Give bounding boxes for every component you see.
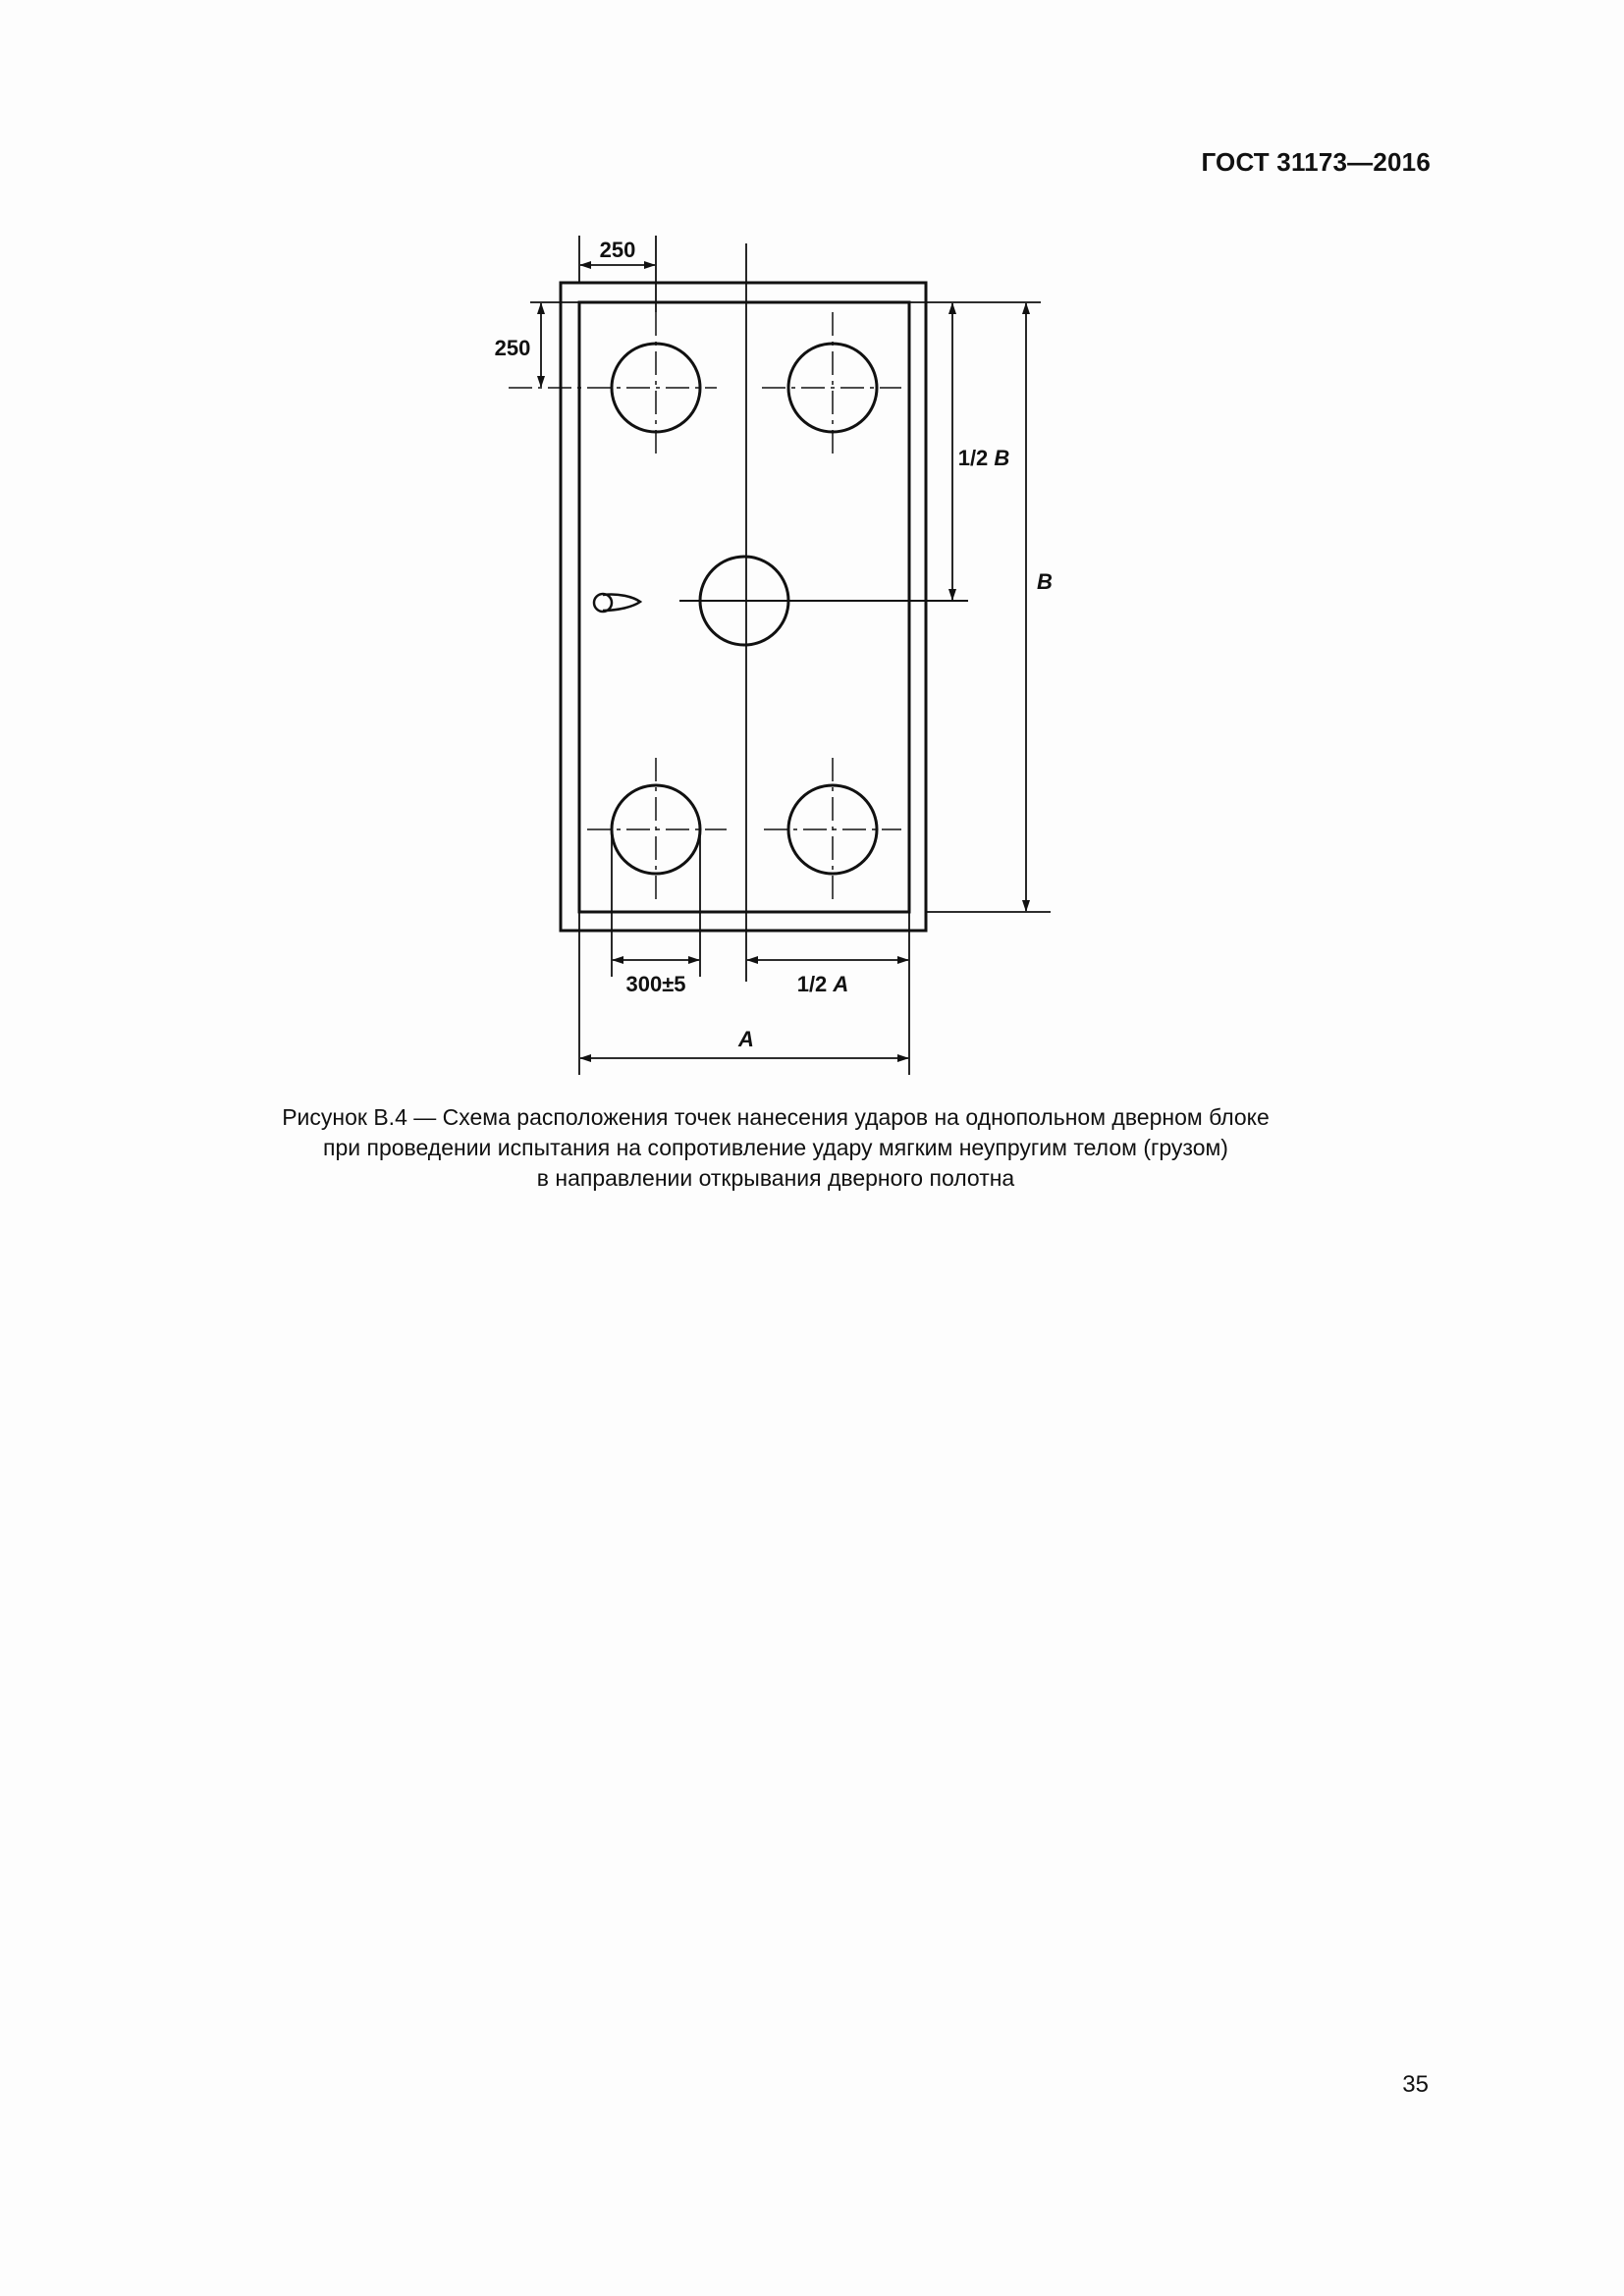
dimension-label-300: 300±5 [625, 972, 686, 996]
dimension-label-a: A [738, 1027, 754, 1051]
dimension-label-250-horizontal: 250 [599, 238, 636, 262]
impact-point-center [700, 557, 788, 645]
impact-point-top-left [509, 312, 717, 459]
figure-caption [196, 1102, 1355, 1194]
page-number: 35 [1402, 2071, 1429, 2098]
document-header: ГОСТ 31173—2016 [1201, 147, 1431, 177]
dimension-b [926, 303, 1051, 912]
dimension-label-b: B [1037, 569, 1053, 594]
door-handle-icon [594, 594, 640, 612]
caption-line-3: в направлении открывания дверного полотна [536, 1165, 1015, 1191]
door-impact-diagram [0, 0, 1624, 1099]
impact-point-bottom-left [587, 758, 727, 901]
dimension-label-half-b: 1/2 B [957, 446, 1010, 470]
impact-point-bottom-right [764, 758, 901, 901]
caption-line-2: при проведении испытания на сопротивление удару мягким неупругим телом (грузом) [323, 1135, 1228, 1160]
dimension-250-vertical [530, 302, 579, 387]
impact-point-top-right [762, 312, 901, 459]
dimension-label-250-vertical: 250 [494, 336, 531, 360]
dimension-label-half-a: 1/2 A [796, 972, 849, 996]
caption-line-1: Рисунок В.4 — Схема расположения точек нанесения ударов на однопольном дверном блоке [282, 1104, 1270, 1130]
